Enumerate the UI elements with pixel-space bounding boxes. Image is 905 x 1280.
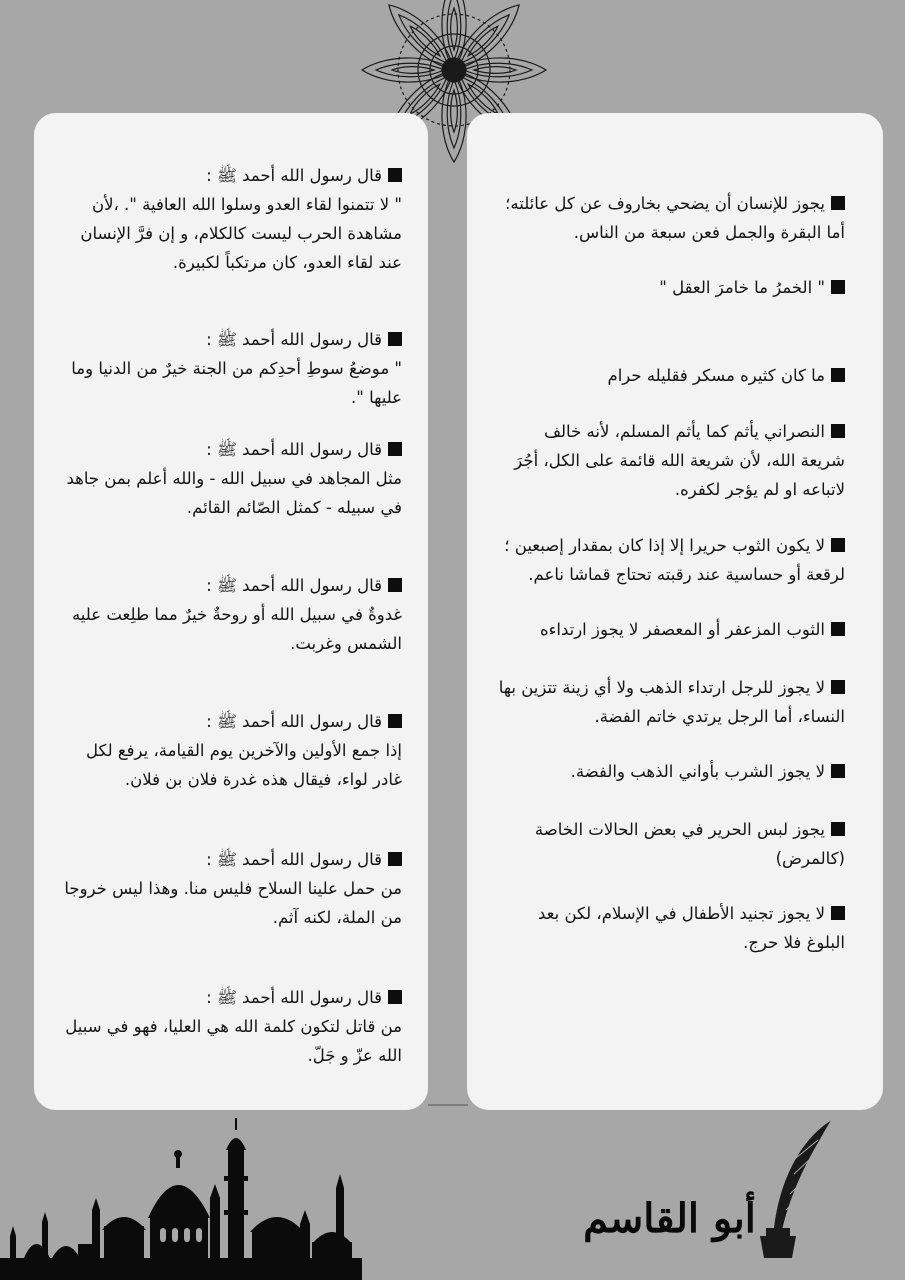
- hadith-text: " موضعُ سوطِ أحدِكم من الجنة خيرٌ من الدنيا وما عليها ".: [71, 359, 402, 407]
- right-item-2: " الخمرُ ما خامرَ العقل ": [495, 273, 845, 302]
- bullet-square-icon: [831, 764, 845, 778]
- bullet-square-icon: [388, 442, 402, 456]
- right-item-1: يجوز للإنسان أن يضحي بخاروف عن كل عائلته؛ أما البقرة والجمل فعن سبعة من الناس.: [505, 194, 845, 242]
- right-item-3: ما كان كثيره مسكر فقليله حرام: [495, 361, 845, 390]
- right-item-8: لا يجوز الشرب بأواني الذهب والفضة.: [495, 757, 845, 786]
- bullet-square-icon: [388, 990, 402, 1004]
- bullet-square-icon: [388, 714, 402, 728]
- hadith-text: من قاتل لتكون كلمة الله هي العليا، فهو في سبيل الله عزّ و جَلّ.: [65, 1017, 402, 1065]
- bullet-square-icon: [388, 852, 402, 866]
- brand-logo: أبو القاسم: [583, 1195, 756, 1242]
- column-divider: [428, 1104, 468, 1106]
- hadith-heading: قال رسول الله أحمد ﷺ :: [52, 571, 402, 600]
- hadith-text: إذا جمع الأولين والآخرين يوم القيامة، يرفع لكل غادر لواء، فيقال هذه غدرة فلان بن فلان.: [85, 741, 402, 789]
- hadith-3: [52, 435, 402, 522]
- bullet-square-icon: [831, 280, 845, 294]
- mosque-skyline-icon: [0, 1118, 362, 1280]
- hadith-heading: قال رسول الله أحمد ﷺ :: [52, 707, 402, 736]
- right-item-5: لا يكون الثوب حريرا إلا إذا كان بمقدار إصبعين ؛ لرقعة أو حساسية عند رقبته تحتاج قماشا ناعم.: [504, 536, 845, 584]
- bullet-square-icon: [831, 680, 845, 694]
- bullet-square-icon: [388, 168, 402, 182]
- bullet-square-icon: [831, 538, 845, 552]
- hadith-text: غدوةٌ في سبيل الله أو روحةٌ خيرٌ مما طلِعت عليه الشمس وغربت.: [71, 605, 402, 653]
- bullet-square-icon: [831, 424, 845, 438]
- right-item-9: يجوز لبس الحرير في بعض الحالات الخاصة (كالمرض): [534, 820, 845, 868]
- right-panel: [467, 113, 883, 1110]
- bullet-square-icon: [831, 822, 845, 836]
- right-item-6: الثوب المزعفر أو المعصفر لا يجوز ارتداءه: [495, 615, 845, 644]
- right-item-10: لا يجوز تجنيد الأطفال في الإسلام، لكن بعد البلوغ فلا حرج.: [538, 904, 845, 952]
- hadith-4: [52, 571, 402, 658]
- right-item-4: النصراني يأثم كما يأثم المسلم، لأنه خالف شريعة الله، لأن شريعة الله قائمة على الكل، أجُرَ لاتباعه او لم يؤجر لكفره.: [514, 422, 845, 499]
- bullet-square-icon: [831, 368, 845, 382]
- bullet-square-icon: [831, 906, 845, 920]
- hadith-heading: قال رسول الله أحمد ﷺ :: [52, 325, 402, 354]
- hadith-text: " لا تتمنوا لقاء العدو وسلوا الله العافية ". ،لأن مشاهدة الحرب ليست كالكلام، و إن فرَّ الإنسان عند لقاء العدو، كان مرتكباً لكبيرة.: [80, 195, 402, 272]
- hadith-7: [52, 983, 402, 1070]
- hadith-heading: قال رسول الله أحمد ﷺ :: [52, 161, 402, 190]
- bullet-square-icon: [831, 196, 845, 210]
- hadith-5: [52, 707, 402, 794]
- hadith-heading: قال رسول الله أحمد ﷺ :: [52, 983, 402, 1012]
- hadith-text: مثل المجاهد في سبيل الله - والله أعلم بمن جاهد في سبيله - كمثل الصّائم القائم.: [66, 469, 402, 517]
- quill-inkwell-icon: [752, 1118, 842, 1264]
- hadith-text: من حمل علينا السلاح فليس منا. وهذا ليس خروجا من الملة، لكنه آثم.: [64, 879, 402, 927]
- right-item-7: لا يجوز للرجل ارتداء الذهب ولا أي زينة تتزين بها النساء، أما الرجل يرتدي خاتم الفضة.: [498, 678, 845, 726]
- bullet-square-icon: [831, 622, 845, 636]
- hadith-heading: قال رسول الله أحمد ﷺ :: [52, 435, 402, 464]
- bullet-square-icon: [388, 578, 402, 592]
- hadith-1: [52, 161, 402, 277]
- hadith-6: [52, 845, 402, 932]
- left-panel: [34, 113, 428, 1110]
- hadith-heading: قال رسول الله أحمد ﷺ :: [52, 845, 402, 874]
- hadith-2: [52, 325, 402, 412]
- bullet-square-icon: [388, 332, 402, 346]
